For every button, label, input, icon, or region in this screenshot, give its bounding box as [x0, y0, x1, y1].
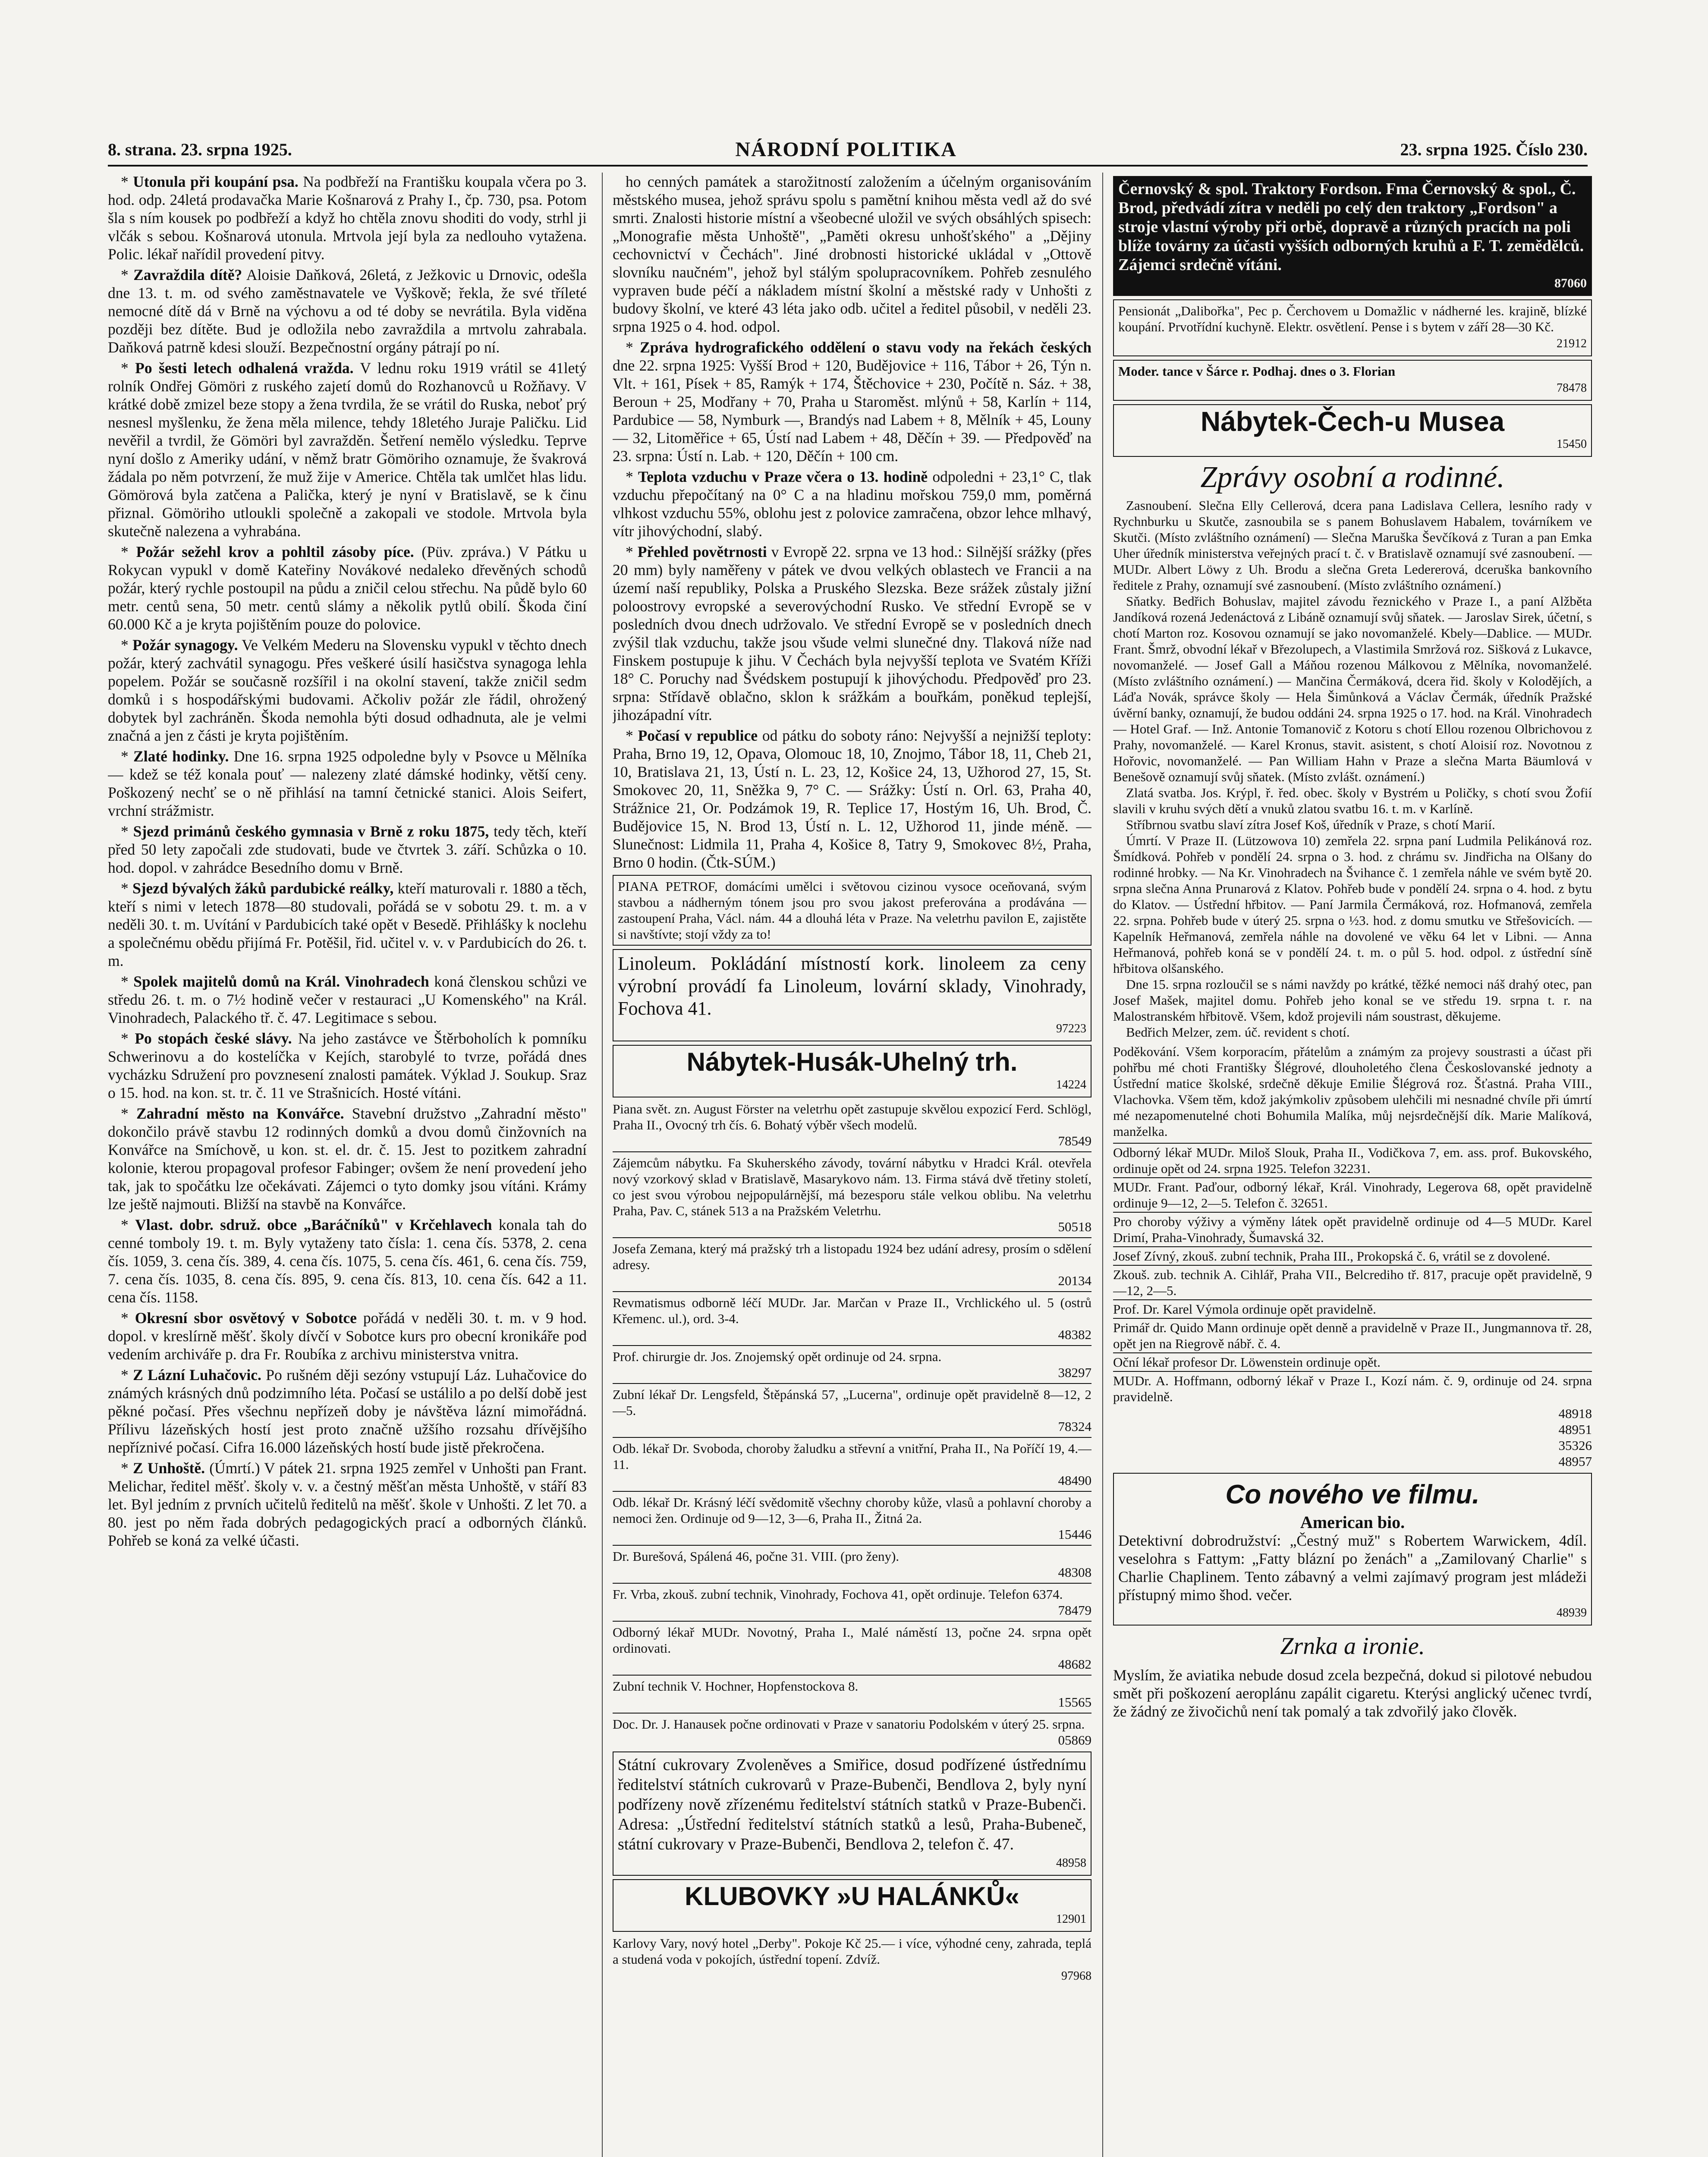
ad-code: 12901 — [1056, 1912, 1086, 1926]
news-item: * Po šesti letech odhalená vražda. V lednu roku 1919 vrátil se 41letý rolník Ondřej Gömöri z ruského zajetí domů do Rozhanovců u Rožňavy. V krátké době zmizel beze stopy a žena tvrdila, že se vrátil do Ruska, neboť prý nesnesl myšlenku, že žena měla milence, tehdy 18letého Juraje Paličku. Lid nevěřil a tvrdil, že Gömöri byl zavražděn. Šetření nemělo výsledku. Teprve nyní došlo z Ameriky udání, v němž bratr Gömöriho oznamuje, že švakrová žádala po něm potvrzení, že muž žije v Americe. Chtěla tak umlčet hlas lidu. Gömörová byla zatčena a Palička, který je nyní v Bratislavě, se k činu přiznal. Gömöriho utloukli společně a zakopali ve stodole. Mrtvola byla skutečně nalezena a vyhrabána. — [108, 359, 587, 540]
ad-moder — [1113, 360, 1592, 401]
doctor-notice: Prof. Dr. Karel Výmola ordinuje opět pravidelně. — [1113, 1299, 1592, 1318]
news-item-body: V lednu roku 1919 vrátil se 41letý rolník Ondřej Gömöri z ruského zajetí domů do Rozhanovců u Rožňavy. V krátké době zmizel beze stopy a žena tvrdila, že se vrátil do Ruska, neboť prý nesnesl myšlenku, že žena měla milence, tehdy 18letého Juraje Paličku. Lid nevěřil a tvrdil, že Gömöri byl zavražděn. Šetření nemělo výsledku. Teprve nyní došlo z Ameriky udání, v němž bratr Gömöriho oznamuje, že švakrová žádala po něm potvrzení, že muž žije v Americe. Chtěla tak umlčet hlas lidu. Gömörová byla zatčena a Palička, který je nyní v Bratislavě, se k činu přiznal. Gömöriho utloukli společně a zakopali ve stodole. Mrtvola byla skutečně nalezena a vyhrabána. — [108, 359, 587, 540]
ad-code: 20134 — [1058, 1273, 1091, 1288]
column-divider — [1102, 173, 1103, 2157]
ad-code: 78479 — [1058, 1603, 1091, 1618]
classified: Zubní technik V. Hochner, Hopfenstockova 8. — [613, 1679, 859, 1694]
news-item-headline: Vlast. dobr. sdruž. obce „Baráčníků" v Krčehlavech — [135, 1216, 492, 1233]
news-item-body: koná členskou schůzi ve středu 26. t. m. o 7½ hodině večer v restauraci „U Komenského" na Král. Vinohradech, Palackého tř. č. 47. Legitimace s sebou. — [108, 973, 587, 1026]
doctor-notice: Odborný lékař MUDr. Miloš Slouk, Praha II., Vodičkova 7, em. ass. prof. Bukovského, ordinuje opět od 24. srpna 1925. Telefon 32231. — [1113, 1143, 1592, 1177]
classified: Zubní lékař Dr. Lengsfeld, Štěpánská 57, „Lucerna", ordinuje opět pravidelně 8—12, 2—5. — [613, 1387, 1091, 1418]
ad-code: 05869 — [1058, 1733, 1091, 1748]
ad-karlovy: Karlovy Vary, nový hotel „Derby". Pokoje Kč 25.— i více, výhodné ceny, zahrada, teplá a studená voda v pokojích, ústřední topení. Zdvíž. — [613, 1936, 1091, 1967]
news-item-body: ho cenných památek a starožitností založením a účelným organisováním městského musea, jehož správu spolu s pamětní knihou města vedl až do své smrti. Znalosti historie místní a všeobecné uložil ve svých obsáhlých spisech: „Monografie města Unhoště", „Paměti okresu unhošťského" a „Dějiny cechovnictví v Čechách". Jiné drobnosti historické ukládal v „Ottově slovníku naučném", jehož byl stálým spolupracovníkem. Pohřeb zesnulého vypraven bude péčí a nákladem místní školní a městské rady v Unhošti z budovy školní, ve které 43 léta jako odb. učitel a ředitel působil, v neděli 23. srpna 1925 o 4. hod. odpol. — [613, 173, 1091, 335]
news-item-headline: Z Lázní Luhačovic. — [133, 1366, 261, 1383]
ad-code: 14224 — [1056, 1078, 1086, 1091]
classified: Prof. chirurgie dr. Jos. Znojemský opět ordinuje od 24. srpna. — [613, 1349, 942, 1364]
ad-piana — [613, 875, 1091, 946]
news-item: * Utonula při koupání psa. Na podbřeží na Františku koupala včera po 3. hod. odp. 24letá prodavačka Marie Košnarová z Prahy I., čp. 730, psa. Potom šla s ním kousek po podbřeží a když ho chtěla znovu shoditi do vody, strhl ji vlčák s sebou. Košnarová utonula. Mrtvola její byla za nedlouho vytažena. Polic. lékař nařídil provedení pitvy. — [108, 173, 587, 263]
news-item-headline: Sjezd primánů českého gymnasia v Brně z roku 1875, — [133, 823, 489, 840]
news-item-headline: Teplota vzduchu v Praze včera o 13. hodině — [638, 468, 928, 485]
personal-notice: Úmrtí. V Praze II. (Lützowova 10) zemřela 22. srpna paní Ludmila Pelikánová roz. Šmídková. Pohřeb v pondělí 24. srpna o 3. hod. z chrámu sv. Jindřicha na Olšany do rodinné hrobky. — Na Kr. Vinohradech na Švihance č. 1 zemřela náhle ve svém bytě 20. srpna slečna Anna Prunarová z Klatov. Pohřeb bude v pondělí 24. srpna o 4. hod. z bytu do Klatov. — Ústřední hřbitov. — Paní Jarmila Čermáková, roz. Hofmanová, zemřela 22. srpna. Pohřeb bude v úterý 25. srpna o ½3. hod. z domu smutku ve Střešovicích. — Kapelník Heřmanová, zemřela náhle na dovolené ve věku 64 let v Libni. — Anna Heřmanová, pohřeb koná se v pondělí 24. t. m. o půl 5. hod. odpol. z ústřední síně hřbitova olšanského. — [1113, 833, 1592, 976]
ad-linoleum — [613, 949, 1091, 1041]
news-item: * Zpráva hydrografického oddělení o stavu vody na řekách českých dne 22. srpna 1925: Vyšší Brod + 120, Budějovice + 116, Tábor + 26, Týn n. Vlt. + 161, Písek + 85, Ramýk + 174, Štěchovice + 230, Počítě n. Sáz. + 38, Beroun + 25, Modřany + 70, Praha u Staroměst. mlýnů + 58, Karlín + 114, Pardubice — 58, Nymburk —, Brandýs nad Labem + 8, Mělník + 45, Louny — 32, Litoměřice + 65, Ústí nad Labem + 48, Děčín + 39. — Předpověď na 23. srpna: Ústí n. Lab. + 120, Děčín + 100 cm. — [613, 339, 1091, 465]
section-title-ironie: Zrnka a ironie. — [1280, 1633, 1425, 1660]
news-item: * Zlaté hodinky. Dne 16. srpna 1925 odpoledne byly v Psovce u Mělníka — kdež se též konala pouť — nalezeny zlaté dámské hodinky, větší ceny. Poškozený nechť se o ně přihlásí na tamní četnické stanici. Alois Seifert, vrchní strážmistr. — [108, 748, 587, 819]
news-item-headline: Sjezd bývalých žáků pardubické reálky, — [132, 880, 394, 897]
ad-code: 48958 — [1056, 1856, 1086, 1870]
news-item: * Spolek majitelů domů na Král. Vinohradech koná členskou schůzi ve středu 26. t. m. o 7½ hodině večer v restauraci „U Komenského" na Král. Vinohradech, Palackého tř. č. 47. Legitimace s sebou. — [108, 973, 587, 1026]
doctor-notice: MUDr. A. Hoffmann, odborný lékař v Praze I., Kozí nám. č. 9, ordinuje od 24. srpna pravidelně. — [1113, 1371, 1592, 1406]
ad-code: 48308 — [1058, 1565, 1091, 1580]
classified: Dr. Burešová, Spálená 46, počne 31. VIII. (pro ženy). — [613, 1549, 900, 1564]
column-divider — [602, 173, 603, 2157]
classified: Odborný lékař MUDr. Novotný, Praha I., Malé náměstí 13, počne 24. srpna opět ordinovati. — [613, 1625, 1091, 1656]
news-item-headline: Počasí v republice — [638, 727, 758, 744]
film-text: Detektivní dobrodružství: „Čestný muž" s Robertem Warwickem, 4díl. veselohra s Fattym: „Fatty blázní po ženách" a „Zamilovaný Charlie" s Charlie Chaplinem. Tento zábavný a velmi zajímavý program jest mládeži přístupný mimo šhod. večer. — [1118, 1532, 1587, 1604]
ad-code: 15446 — [1058, 1527, 1091, 1542]
news-item-body: kteří maturovali r. 1880 a těch, kteří s nimi v letech 1878—80 studovali, pořádá se v sobotu 29. t. m. a v neděli 30. t. m. Uvítání v Pardubicích také opět v Besedě. Přihlášky k noclehu a společnému obědu přijímá Fr. Potěšil, řid. učitel v. v. v Pardubicích do 26. t. m. — [108, 880, 587, 969]
ad-nabytek — [1113, 404, 1592, 457]
news-item: * Z Unhoště. (Úmrtí.) V pátek 21. srpna 1925 zemřel v Unhošti pan Frant. Melichar, ředitel měšť. školy v. v. a čestný měšťan města Unhoště, v stáří 83 let. Byl jedním z prvních učitelů ředitelů na měšť. škole v Unhošti. Z let 70. a 80. jest po něm řada dobrých pedagogických prací a odborných článků. Pohřeb se koná za velké účasti. — [108, 1459, 587, 1549]
ad-klubovky-title: KLUBOVKY »U HALÁNKŮ« — [685, 1882, 1019, 1911]
news-item-body: (Úmrtí.) V pátek 21. srpna 1925 zemřel v Unhošti pan Frant. Melichar, ředitel měšť. školy v. v. a čestný měšťan města Unhoště, v stáří 83 let. Byl jedním z prvních učitelů ředitelů na měšť. škole v Unhošti. Z let 70. a 80. jest po něm řada dobrých pedagogických prací a odborných článků. Pohřeb se koná za velké účasti. — [108, 1459, 587, 1549]
news-item: * Požár synagogy. Ve Velkém Mederu na Slovensku vypukl v těchto dnech požár, který zachvátil synagogu. Přes veškeré úsilí hasičstva synagoga lehla popelem. Požár se současně rozšířil i na okolní stavení, takže zničil sedm domků i s hospodářskými budovami. Ačkoliv požár zle řádil, ohrožený dobytek byl zachráněn. Škoda nemohla býti dosud odhadnuta, ale je velmi značná a jen z části je kryta pojištěním. — [108, 636, 587, 744]
news-item-body: (Püv. zpráva.) V Pátku u Rokycan vypukl v domě Kateřiny Novákové nedaleko dřevěných schodů požár, který rychle postoupil na půdu a zničil celou střechu. Na půdě bylo 60 metr. centů sena, 50 metr. centů slámy a několik pytlů obilí. Škoda činí 60.000 Kč a je kryta pojištěním pouze do polovice. — [108, 543, 587, 633]
news-item-headline: Spolek majitelů domů na Král. Vinohradech — [133, 973, 429, 990]
film-subtitle: American bio. — [1300, 1512, 1405, 1532]
header-left: 8. strana. 23. srpna 1925. — [108, 139, 292, 159]
ad-code: 21912 — [1557, 337, 1587, 350]
film-title: Co nového ve filmu. — [1225, 1480, 1480, 1509]
news-item-headline: Zahradní město na Konvářce. — [136, 1105, 344, 1122]
ad-pensionat-text: Pensionát „Dalibořka", Pec p. Čerchovem u Domažlic v nádherné les. krajině, blízké koupání. Prvotřídní kuchyně. Elektr. osvětlení. Pense i s bytem v září 28—30 Kč. — [1118, 303, 1587, 334]
ad-cernovsky-text: Černovský & spol. Traktory Fordson. Fma Černovský & spol., Č. Brod, předvádí zítra v neděli po celý den traktory „Fordson" a stroje vlastní výroby při orbě, dopravě a různých pracích na poli blíže továrny za účasti vyšších odborných kruhů a F. T. zemědělců. Zájemci srdečně vítáni. — [1118, 180, 1584, 274]
news-item-body: tedy těch, kteří před 50 lety započali zde studovati, bude ve čtvrtek 3. září. Schůzka o 10. hod. dopol. v zahrádce Besedního domu v Brně. — [108, 823, 587, 876]
news-item: * Požár sežehl krov a pohltil zásoby píce. (Püv. zpráva.) V Pátku u Rokycan vypukl v domě Kateřiny Novákové nedaleko dřevěných schodů požár, který rychle postoupil na půdu a zničil celou střechu. Na půdě bylo 60 metr. centů sena, 50 metr. centů slámy a několik pytlů obilí. Škoda činí 60.000 Kč a je kryta pojištěním pouze do polovice. — [108, 543, 587, 633]
news-item: * Zavraždila dítě? Aloisie Daňková, 26letá, z Ježkovic u Drnovic, odešla dne 13. t. m. od svého zaměstnavatele ve Vyškově; řekla, že své tříleté nemocné dítě dá v Brně na výchovu a od té doby se nevrátila. Byla viděna později bez dítěte. Bud je odložila nebo zavraždila a mrtvolu zahrabala. Daňková patrně kdesi slouží. Bezpečnostní orgány pátrají po ní. — [108, 266, 587, 356]
news-item-body: Po rušném ději sezóny vstupují Láz. Luhačovice do známých krásných dnů podzimního léta. Počasí se ustálilo a po delší době jest pěkné počasí. Přes všechnu nepřízeň doby je návštěva lázní mimořádná. Přílivu lázeňských hostí jest proto značně užšího rozsahu dřívějšího nepříznivé počasí. Cifra 16.000 lázeňských hostí bude jistě překročena. — [108, 1366, 587, 1456]
personal-news — [1113, 497, 1592, 1040]
news-item — [613, 173, 1091, 336]
news-item-headline: Po šesti letech odhalená vražda. — [135, 359, 354, 377]
ad-code: 48382 — [1058, 1327, 1091, 1342]
header-rule — [108, 165, 1588, 167]
header-right: 23. srpna 1925. Číslo 230. — [1400, 139, 1588, 159]
classified: Odb. lékař Dr. Svoboda, choroby žaludku a střevní a vnitřní, Praha II., Na Poříčí 19, 4.—11. — [613, 1441, 1091, 1472]
ad-husak-title: Nábytek-Husák-Uhelný trh. — [686, 1047, 1018, 1076]
ad-code: 87060 — [1554, 276, 1587, 290]
ad-husak — [613, 1045, 1091, 1097]
news-item-headline: Z Unhoště. — [132, 1459, 205, 1477]
ad-piana-text: PIANA PETROF, domácími umělci i světovou cizinou vysoce oceňovaná, svým stavbou a nádherným tónem jsou pro svou jakost preferována a prodávána — zastoupení Praha, Václ. nám. 44 a dlouhá léta v Praze. Na veletrhu pavilon E, zajistěte si navštívte; stojí vždy za to! — [618, 879, 1086, 942]
classifieds-col2 — [613, 1101, 1091, 1748]
news-item: * Počasí v republice od pátku do soboty ráno: Nejvyšší a nejnižší teploty: Praha, Brno 19, 12, Opava, Olomouc 18, 10, Znojmo, Tábor 18, 11, Cheb 21, 10, Bratislava 21, 13, Ústí n. L. 23, 12, Košice 24, 13, Užhorod 27, 15, St. Smokovec 20, 11, Sněžka 9, 7° C. — Srážky: Ústí n. Orl. 63, Praha 40, Strážnice 21, Or. Podzámok 19, R. Teplice 17, Hostým 16, Uh. Brod, Č. Budějovice 15, N. Brod 13, Ústí n. L. 12, Užhorod 11, jinde méně. — Slunečnost: Lidmila 11, Praha 4, Košice 8, Tatry 9, Smokovec 8½, Praha, Brno 0 hodin. (Čtk-SÚM.) — [613, 727, 1091, 871]
ad-code: 38297 — [1058, 1365, 1091, 1380]
ad-code: 48951 — [1558, 1422, 1592, 1437]
ad-code: 48957 — [1558, 1454, 1592, 1469]
news-item-body: Ve Velkém Mederu na Slovensku vypukl v těchto dnech požár, který zachvátil synagogu. Přes veškeré úsilí hasičstva synagoga lehla popelem. Požár se současně rozšířil i na okolní stavení, takže zničil sedm domků i s hospodářskými budovami. Ačkoliv požár zle řádil, ohrožený dobytek byl zachráněn. Škoda nemohla býti dosud odhadnuta, ale je velmi značná a jen z části je kryta pojištěním. — [108, 636, 587, 744]
ad-code: 48939 — [1557, 1606, 1587, 1619]
ad-cukrovary — [613, 1751, 1091, 1876]
classified: Piana svět. zn. August Förster na veletrhu opět zastupuje skvělou expozicí Ferd. Schlögl, Praha II., Ovocný trh čís. 6. Bohatý výběr všech modelů. — [613, 1101, 1091, 1132]
ad-cernovsky — [1113, 176, 1592, 296]
news-item: * Z Lázní Luhačovic. Po rušném ději sezóny vstupují Láz. Luhačovice do známých krásných dnů podzimního léta. Počasí se ustálilo a po delší době jest pěkné počasí. Přes všechnu nepřízeň doby je návštěva lázní mimořádná. Přílivu lázeňských hostí jest proto značně užšího rozsahu dřívějšího nepříznivé počasí. Cifra 16.000 lázeňských hostí bude jistě překročena. — [108, 1366, 587, 1456]
ad-code: 97968 — [1061, 1969, 1091, 1983]
news-item: * Sjezd bývalých žáků pardubické reálky, kteří maturovali r. 1880 a těch, kteří s nimi v letech 1878—80 studovali, pořádá se v sobotu 29. t. m. a v neděli 30. t. m. Uvítání v Pardubicích také opět v Besedě. Přihlášky k noclehu a společnému obědu přijímá Fr. Potěšil, řid. učitel v. v. v Pardubicích do 26. t. m. — [108, 880, 587, 969]
ad-code: 15450 — [1557, 437, 1587, 451]
news-item-body: Na podbřeží na Františku koupala včera po 3. hod. odp. 24letá prodavačka Marie Košnarová z Prahy I., čp. 730, psa. Potom šla s ním kousek po podbřeží a když ho chtěla znovu shoditi do vody, strhl ji vlčák s sebou. Košnarová utonula. Mrtvola její byla za nedlouho vytažena. Polic. lékař nařídil provedení pitvy. — [108, 173, 587, 263]
column-3 — [1113, 173, 1592, 2157]
classified: Doc. Dr. J. Hanausek počne ordinovati v Praze v sanatoriu Podolském v úterý 25. srpna. — [613, 1717, 1085, 1732]
news-item-body: Stavební družstvo „Zahradní město" dokončilo právě stavbu 12 rodinných domků a dvou domů činžovních na Konvářce na Smíchově, u kon. st. el. dr. č. 15. Jest to pozitkem zahradní kolonie, kterou propagoval profesor Fabinger; ovšem že není provedení jeho tak, jak to spočátku lze očekávati. Zájemci o tyto domky jsou vítáni. Krámy lze ještě najmouti. Bližší na stavbě na Konvářce. — [108, 1105, 587, 1213]
personal-notice: Sňatky. Bedřich Bohuslav, majitel závodu řeznického v Praze I., a paní Alžběta Jandíková rozená Jedenáctová z Libáně oznamují svůj sňatek. — Jaroslav Sirek, účetní, s chotí Marton roz. Kosovou oznamují se jako novomanželé. Kbely—Dablice. — MUDr. Frant. Šmrž, obvodní lékař v Březolupech, a Vlastimila Smržová roz. Sišková z Lukavce, novomanželé. — Josef Gall a Máňou rozenou Málkovou z Mělníka, novomanželé. (Místo zvláštního oznámení.) — Mančina Čermáková, dcera řid. školy v Kolodějích, a Láďa Novák, správce školy — Hela Šimůnková a Václav Čermák, úředník Pražské úvěrní banky, oznamují, že budou oddáni 24. srpna 1925 o 17. hod. na Král. Vinohradech — Hotel Graf. — Inž. Antonie Tomanovič z Kotoru s chotí Ellou rozenou Olbrichovou z Prahy, novomanželé. — Karel Kronus, stavit. asistent, s chotí Aloisií roz. Novotnou z Hořovic, novomanželé. — Pan William Hahn v Praze a slečna Marta Bäumlová v Benešově oznamují svůj sňatek. (Místo zvlášt. oznámení.) — [1113, 594, 1592, 784]
news-item-body: od pátku do soboty ráno: Nejvyšší a nejnižší teploty: Praha, Brno 19, 12, Opava, Olomouc 18, 10, Znojmo, Tábor 18, 11, Cheb 21, 10, Bratislava 21, 13, Ústí n. L. 23, 12, Košice 24, 13, Užhorod 27, 15, St. Smokovec 20, 11, Sněžka 9, 7° C. — Srážky: Ústí n. Orl. 63, Praha 40, Strážnice 21, Or. Podzámok 19, R. Teplice 17, Hostým 16, Uh. Brod, Č. Budějovice 15, N. Brod 13, Ústí n. L. 12, Užhorod 11, jinde méně. — Slunečnost: Lidmila 11, Praha 4, Košice 8, Tatry 9, Smokovec 8½, Praha, Brno 0 hodin. (Čtk-SÚM.) — [613, 727, 1091, 871]
ad-code: 48490 — [1058, 1473, 1091, 1488]
column-1 — [108, 173, 587, 2157]
personal-notice: Zlatá svatba. Jos. Krýpl, ř. řed. obec. školy v Bystrém u Poličky, s chotí svou Žofií slavili v kruhu svých dětí a vnuků zlatou svatbu 16. t. m. v Karlíně. — [1113, 785, 1592, 816]
news-item-headline: Zavraždila dítě? — [133, 266, 242, 283]
doctor-notice: Josef Zívný, zkouš. zubní technik, Praha III., Prokopská č. 6, vrátil se z dovolené. — [1113, 1246, 1592, 1265]
news-item-body: Na jeho zastávce ve Štěrboholích k pomníku Schwerinovu a do kostelíčka v Kejích, starobylé to tvrze, pořádá dnes vycházku Sdružení pro povznesení znalosti památek. Výklad J. Soukup. Sraz o 15. hod. na kon. st. tr. č. 11 ve Strašnicích. Hosté vítáni. — [108, 1030, 587, 1101]
column-2 — [613, 173, 1091, 2157]
news-item-headline: Požár synagogy. — [132, 636, 238, 654]
ad-code: 78324 — [1058, 1419, 1091, 1434]
news-item: * Po stopách české slávy. Na jeho zastávce ve Štěrboholích k pomníku Schwerinovu a do kostelíčka v Kejích, starobylé to tvrze, pořádá dnes vycházku Sdružení pro povznesení znalosti památek. Výklad J. Soukup. Sraz o 15. hod. na kon. st. tr. č. 11 ve Strašnicích. Hosté vítáni. — [108, 1030, 587, 1101]
ad-cukrovary-text: Státní cukrovary Zvoleněves a Smiřice, dosud podřízené ústřednímu ředitelství státních cukrovarů v Praze-Bubenči, Bendlova 2, byly nyní podřízeny nově zřízenému ředitelství státních statků v Praze-Bubenči. Adresa: „Ústřední ředitelství státních statků a lesů, Praha-Bubeneč, státní cukrovary v Praze-Bubenči, Bendlova 2, telefon č. 47. — [618, 1756, 1086, 1853]
film-section — [1113, 1473, 1592, 1626]
news-item-body: konala tah do cenné tomboly 19. t. m. Byly vytaženy tato čísla: 1. cena čís. 5378, 2. cena čís. 1059, 3. cena čís. 389, 4. cena čís. 1075, 5. cena čís. 461, 6. cena čís. 759, 7. cena čís. 1035, 8. cena čís. 895, 9. cena čís. 813, 10. cena čís. 642 a 11. cena čís. 1158. — [108, 1216, 587, 1306]
news-item-headline: Zpráva hydrografického oddělení o stavu vody na řekách českých — [640, 339, 1091, 356]
ironie-text: Myslím, že aviatika nebude dosud zcela bezpečná, dokud si pilotové nebudou smět při poškození aeroplánu zapálit cigaretu. Kterýsi anglický učenec tvrdí, že žádný ze živočichů není tak pomalý a tak zdvořilý jako člověk. — [1113, 1666, 1592, 1720]
ad-moder-text: Moder. tance v Šárce r. Podhaj. dnes o 3. Florian — [1118, 364, 1396, 379]
news-item: * Vlast. dobr. sdruž. obce „Baráčníků" v Krčehlavech konala tah do cenné tomboly 19. t. m. Byly vytaženy tato čísla: 1. cena čís. 5378, 2. cena čís. 1059, 3. cena čís. 389, 4. cena čís. 1075, 5. cena čís. 461, 6. cena čís. 759, 7. cena čís. 1035, 8. cena čís. 895, 9. cena čís. 813, 10. cena čís. 642 a 11. cena čís. 1158. — [108, 1216, 587, 1306]
personal-notice: Stříbrnou svatbu slaví zítra Josef Koš, úředník v Praze, s chotí Marií. — [1126, 817, 1495, 832]
acknowledgement: Poděkování. Všem korporacím, přátelům a známým za projevy soustrasti a účast při pohřbu mé choti Františky Šlégrové, dlouholetého člena Českoslovanské jednoty a Ústřední matice školské, srdečně děkuje Emilie Šlégrová roz. Šťastná. Praha VIII., Vlachovka. Všem těm, kdož jakýmkoliv způsobem ulehčili mi nesnadné chvíle při úmrtí mé nezapomenutelné choti Bohumila Malíka, můj nejsrdečnější dík. Marie Malíková, manželka. — [1113, 1044, 1592, 1139]
doctor-notices — [1113, 1143, 1592, 1469]
news-item: * Teplota vzduchu v Praze včera o 13. hodině odpoledni + 23,1° C, tlak vzduchu přepočítaný na 0° C a na hladinu mořskou 759,0 mm, poměrná vlhkost vzduchu 55%, oblohu jest z polovice zamračena, obzor lehce mlhavý, vítr jihovýchodní, slabý. — [613, 468, 1091, 540]
section-title-personal: Zprávy osobní a rodinné. — [1200, 461, 1505, 494]
page-header — [108, 137, 1588, 161]
ad-code: 78549 — [1058, 1133, 1091, 1148]
ad-pensionat — [1113, 299, 1592, 356]
news-item-body: odpoledni + 23,1° C, tlak vzduchu přepočítaný na 0° C a na hladinu mořskou 759,0 mm, poměrná vlhkost vzduchu 55%, oblohu jest z polovice zamračena, obzor lehce mlhavý, vítr jihovýchodní, slabý. — [613, 468, 1091, 540]
classified: Fr. Vrba, zkouš. zubní technik, Vinohrady, Fochova 41, opět ordinuje. Telefon 6374. — [613, 1587, 1063, 1602]
classified: Odb. lékař Dr. Krásný léčí svědomitě všechny choroby kůže, vlasů a pohlavní choroby a nemoci žen. Ordinuje od 9—12, 3—6, Praha II., Žitná 2a. — [613, 1495, 1091, 1526]
news-item-headline: Požár sežehl krov a pohltil zásoby píce. — [136, 543, 414, 560]
ad-nabytek-title: Nábytek-Čech-u Musea — [1200, 406, 1505, 437]
ad-code: 48682 — [1058, 1657, 1091, 1672]
news-item-body: pořádá v neděli 30. t. m. v 9 hod. dopol. v kreslírně měšť. školy dívčí v Sobotce kurs pro obecní kronikáře pod vedením archiváře p. dra Fr. Roubíka z archivu ministerstva vnitra. — [108, 1309, 587, 1363]
news-item: * Okresní sbor osvětový v Sobotce pořádá v neděli 30. t. m. v 9 hod. dopol. v kreslírně měšť. školy dívčí v Sobotce kurs pro obecní kronikáře pod vedením archiváře p. dra Fr. Roubíka z archivu ministerstva vnitra. — [108, 1309, 587, 1363]
ad-code: 78478 — [1557, 381, 1587, 395]
news-item-body: Aloisie Daňková, 26letá, z Ježkovic u Drnovic, odešla dne 13. t. m. od svého zaměstnavatele ve Vyškově; řekla, že své tříleté nemocné dítě dá v Brně na výchovu a od té doby se nevrátila. Byla viděna později bez dítěte. Bud je odložila nebo zavraždila a mrtvolu zahrabala. Daňková patrně kdesi slouží. Bezpečnostní orgány pátrají po ní. — [108, 266, 587, 356]
news-item-headline: Po stopách české slávy. — [135, 1030, 292, 1047]
news-item-body: Dne 16. srpna 1925 odpoledne byly v Psovce u Mělníka — kdež se též konala pouť — nalezeny zlaté dámské hodinky, větší ceny. Poškozený nechť se o ně přihlásí na tamní četnické stanici. Alois Seifert, vrchní strážmistr. — [108, 748, 587, 819]
doctor-notice: Oční lékař profesor Dr. Löwenstein ordinuje opět. — [1113, 1352, 1592, 1371]
news-item-headline: Utonula při koupání psa. — [133, 173, 299, 190]
doctor-notice: Primář dr. Quido Mann ordinuje opět denně a pravidelně v Praze II., Jungmannova tř. 28, opět jen na Riegrově nábř. č. 4. — [1113, 1318, 1592, 1352]
news-item-body: v Evropě 22. srpna ve 13 hod.: Silnější srážky (přes 20 mm) byly naměřeny v pátek ve dvou velkých oblastech ve Francii a na území naší republiky, Polska a Pruského Slezska. Beze srážek zůstaly jižní poloostrovy evropské a severovýchodní Rusko. Ve střední Evropě se v posledních dvou dnech udržovalo. Ve střední Evropě se v posledních dnech zvýšil tlak vzduchu, takže jsou všude velmi slunečné dny. Tlaková níže nad Finskem postupuje k jihu. V Čechách byla nejvyšší teplota ve Svatém Kříži 18° C. Poruchy nad Švédskem postupují k jihovýchodu. Předpověď pro 23. srpna: Střídavě oblačno, sklon k srážkám a bouřkám, poněkud teplejší, jihozápadní vítr. — [613, 543, 1091, 723]
news-item: * Sjezd primánů českého gymnasia v Brně z roku 1875, tedy těch, kteří před 50 lety započali zde studovati, bude ve čtvrtek 3. září. Schůzka o 10. hod. dopol. v zahrádce Besedního domu v Brně. — [108, 823, 587, 876]
news-item-headline: Okresní sbor osvětový v Sobotce — [135, 1309, 357, 1327]
ad-code: 50518 — [1058, 1219, 1091, 1234]
ad-code: 97223 — [1056, 1022, 1086, 1035]
news-item: * Zahradní město na Konvářce. Stavební družstvo „Zahradní město" dokončilo právě stavbu 12 rodinných domků a dvou domů činžovních na Konvářce na Smíchově, u kon. st. el. dr. č. 15. Jest to pozitkem zahradní kolonie, kterou propagoval profesor Fabinger; ovšem že není provedení jeho tak, jak to spočátku lze očekávati. Zájemci o tyto domky jsou vítáni. Krámy lze ještě najmouti. Bližší na stavbě na Konvářce. — [108, 1105, 587, 1213]
news-item-body: dne 22. srpna 1925: Vyšší Brod + 120, Budějovice + 116, Tábor + 26, Týn n. Vlt. + 161, Písek + 85, Ramýk + 174, Štěchovice + 230, Počítě n. Sáz. + 38, Beroun + 25, Modřany + 70, Praha u Staroměst. mlýnů + 58, Karlín + 114, Pardubice — 58, Nymburk —, Brandýs nad Labem + 8, Mělník + 45, Louny — 32, Litoměřice + 65, Ústí nad Labem + 48, Děčín + 39. — Předpověď na 23. srpna: Ústí n. Lab. + 120, Děčín + 100 cm. — [613, 357, 1091, 465]
personal-notice: Bedřich Melzer, zem. úč. revident s chotí. — [1126, 1025, 1350, 1040]
doctor-notice: MUDr. Frant. Paďour, odborný lékař, Král. Vinohrady, Legerova 68, opět pravidelně ordinuje 9—12, 2—5. Telefon č. 32651. — [1113, 1177, 1592, 1212]
personal-notice: Zasnoubení. Slečna Elly Cellerová, dcera pana Ladislava Cellera, lesního rady v Rychnburku u Skutče, zasnoubila se s panem Bohuslavem Habalem, továrníkem ve Skutči. (Místo zvláštního oznámení) — Slečna Maruška Ševčíková z Turan a pan Emka Uher úředník ministerstva veřejných prací t. č. v Bratislavě oznamují své zasnoubení. — MUDr. Albert Löwy z Uh. Brodu a slečna Greta Ledererová, dceruška bankovního ředitele z Prahy, oznamují své zasnoubení. (Místo zvláštního oznámení.) — [1113, 498, 1592, 593]
classified: Revmatismus odborně léčí MUDr. Jar. Marčan v Praze II., Vrchlického ul. 5 (ostrů Křemenc. ul.), ord. 3-4. — [613, 1295, 1091, 1326]
news-item-headline: Zlaté hodinky. — [133, 748, 229, 765]
masthead-title: NÁRODNÍ POLITIKA — [735, 138, 957, 161]
ad-code: 15565 — [1058, 1695, 1091, 1710]
doctor-notice: Zkouš. zub. technik A. Cihlář, Praha VII., Belcrediho tř. 817, pracuje opět pravidelně, 9—12, 2—5. — [1113, 1265, 1592, 1299]
news-item: * Přehled povětrnosti v Evropě 22. srpna ve 13 hod.: Silnější srážky (přes 20 mm) byly naměřeny v pátek ve dvou velkých oblastech ve Francii a na území naší republiky, Polska a Pruského Slezska. Beze srážek zůstaly jižní poloostrovy evropské a severovýchodní Rusko. Ve střední Evropě se v posledních dvou dnech udržovalo. Ve střední Evropě se v posledních dnech zvýšil tlak vzduchu, takže jsou všude velmi slunečné dny. Tlaková níže nad Finskem postupuje k jihu. V Čechách byla nejvyšší teplota ve Svatém Kříži 18° C. Poruchy nad Švédskem postupují k jihovýchodu. Předpověď pro 23. srpna: Střídavě oblačno, sklon k srážkám a bouřkám, poněkud teplejší, jihozápadní vítr. — [613, 543, 1091, 723]
news-item-headline: Přehled povětrnosti — [637, 543, 767, 560]
ad-code: 48918 — [1558, 1406, 1592, 1421]
ad-klubovky — [613, 1879, 1091, 1932]
personal-notice: Dne 15. srpna rozloučil se s námi navždy po krátké, těžké nemoci náš drahý otec, pan Josef Mašek, majitel domu. Pohřeb jeho konal se ve středu 19. srpna t. r. na Malostranském hřbitově. Všem, kdož projevili nám soustrast, děkujeme. — [1113, 977, 1592, 1024]
ad-code: 35326 — [1558, 1438, 1592, 1453]
classified: Josefa Zemana, který má pražský trh a listopadu 1924 bez udání adresy, prosím o sdělení adresy. — [613, 1241, 1091, 1272]
doctor-notice: Pro choroby výživy a výměny látek opět pravidelně ordinuje od 4—5 MUDr. Karel Drimí, Praha-Vinohrady, Šumavská 32. — [1113, 1212, 1592, 1246]
ad-linoleum-text: Linoleum. Pokládání místností kork. linoleem za ceny výrobní provádí fa Linoleum, lovární sklady, Vinohrady, Fochova 41. — [618, 953, 1086, 1019]
classified: Zájemcům nábytku. Fa Skuherského závody, tovární nábytku v Hradci Král. otevřela nový vzorkový sklad v Bratislavě, Masarykovo nám. 13. Firma stává dvě třetiny století, co jest svou výrobou nejpopulárnější, má bezesporu stále velkou oblibu. Na veletrhu Praha, Pav. C, stánek 513 a na Pražském Veletrhu. — [613, 1155, 1091, 1218]
